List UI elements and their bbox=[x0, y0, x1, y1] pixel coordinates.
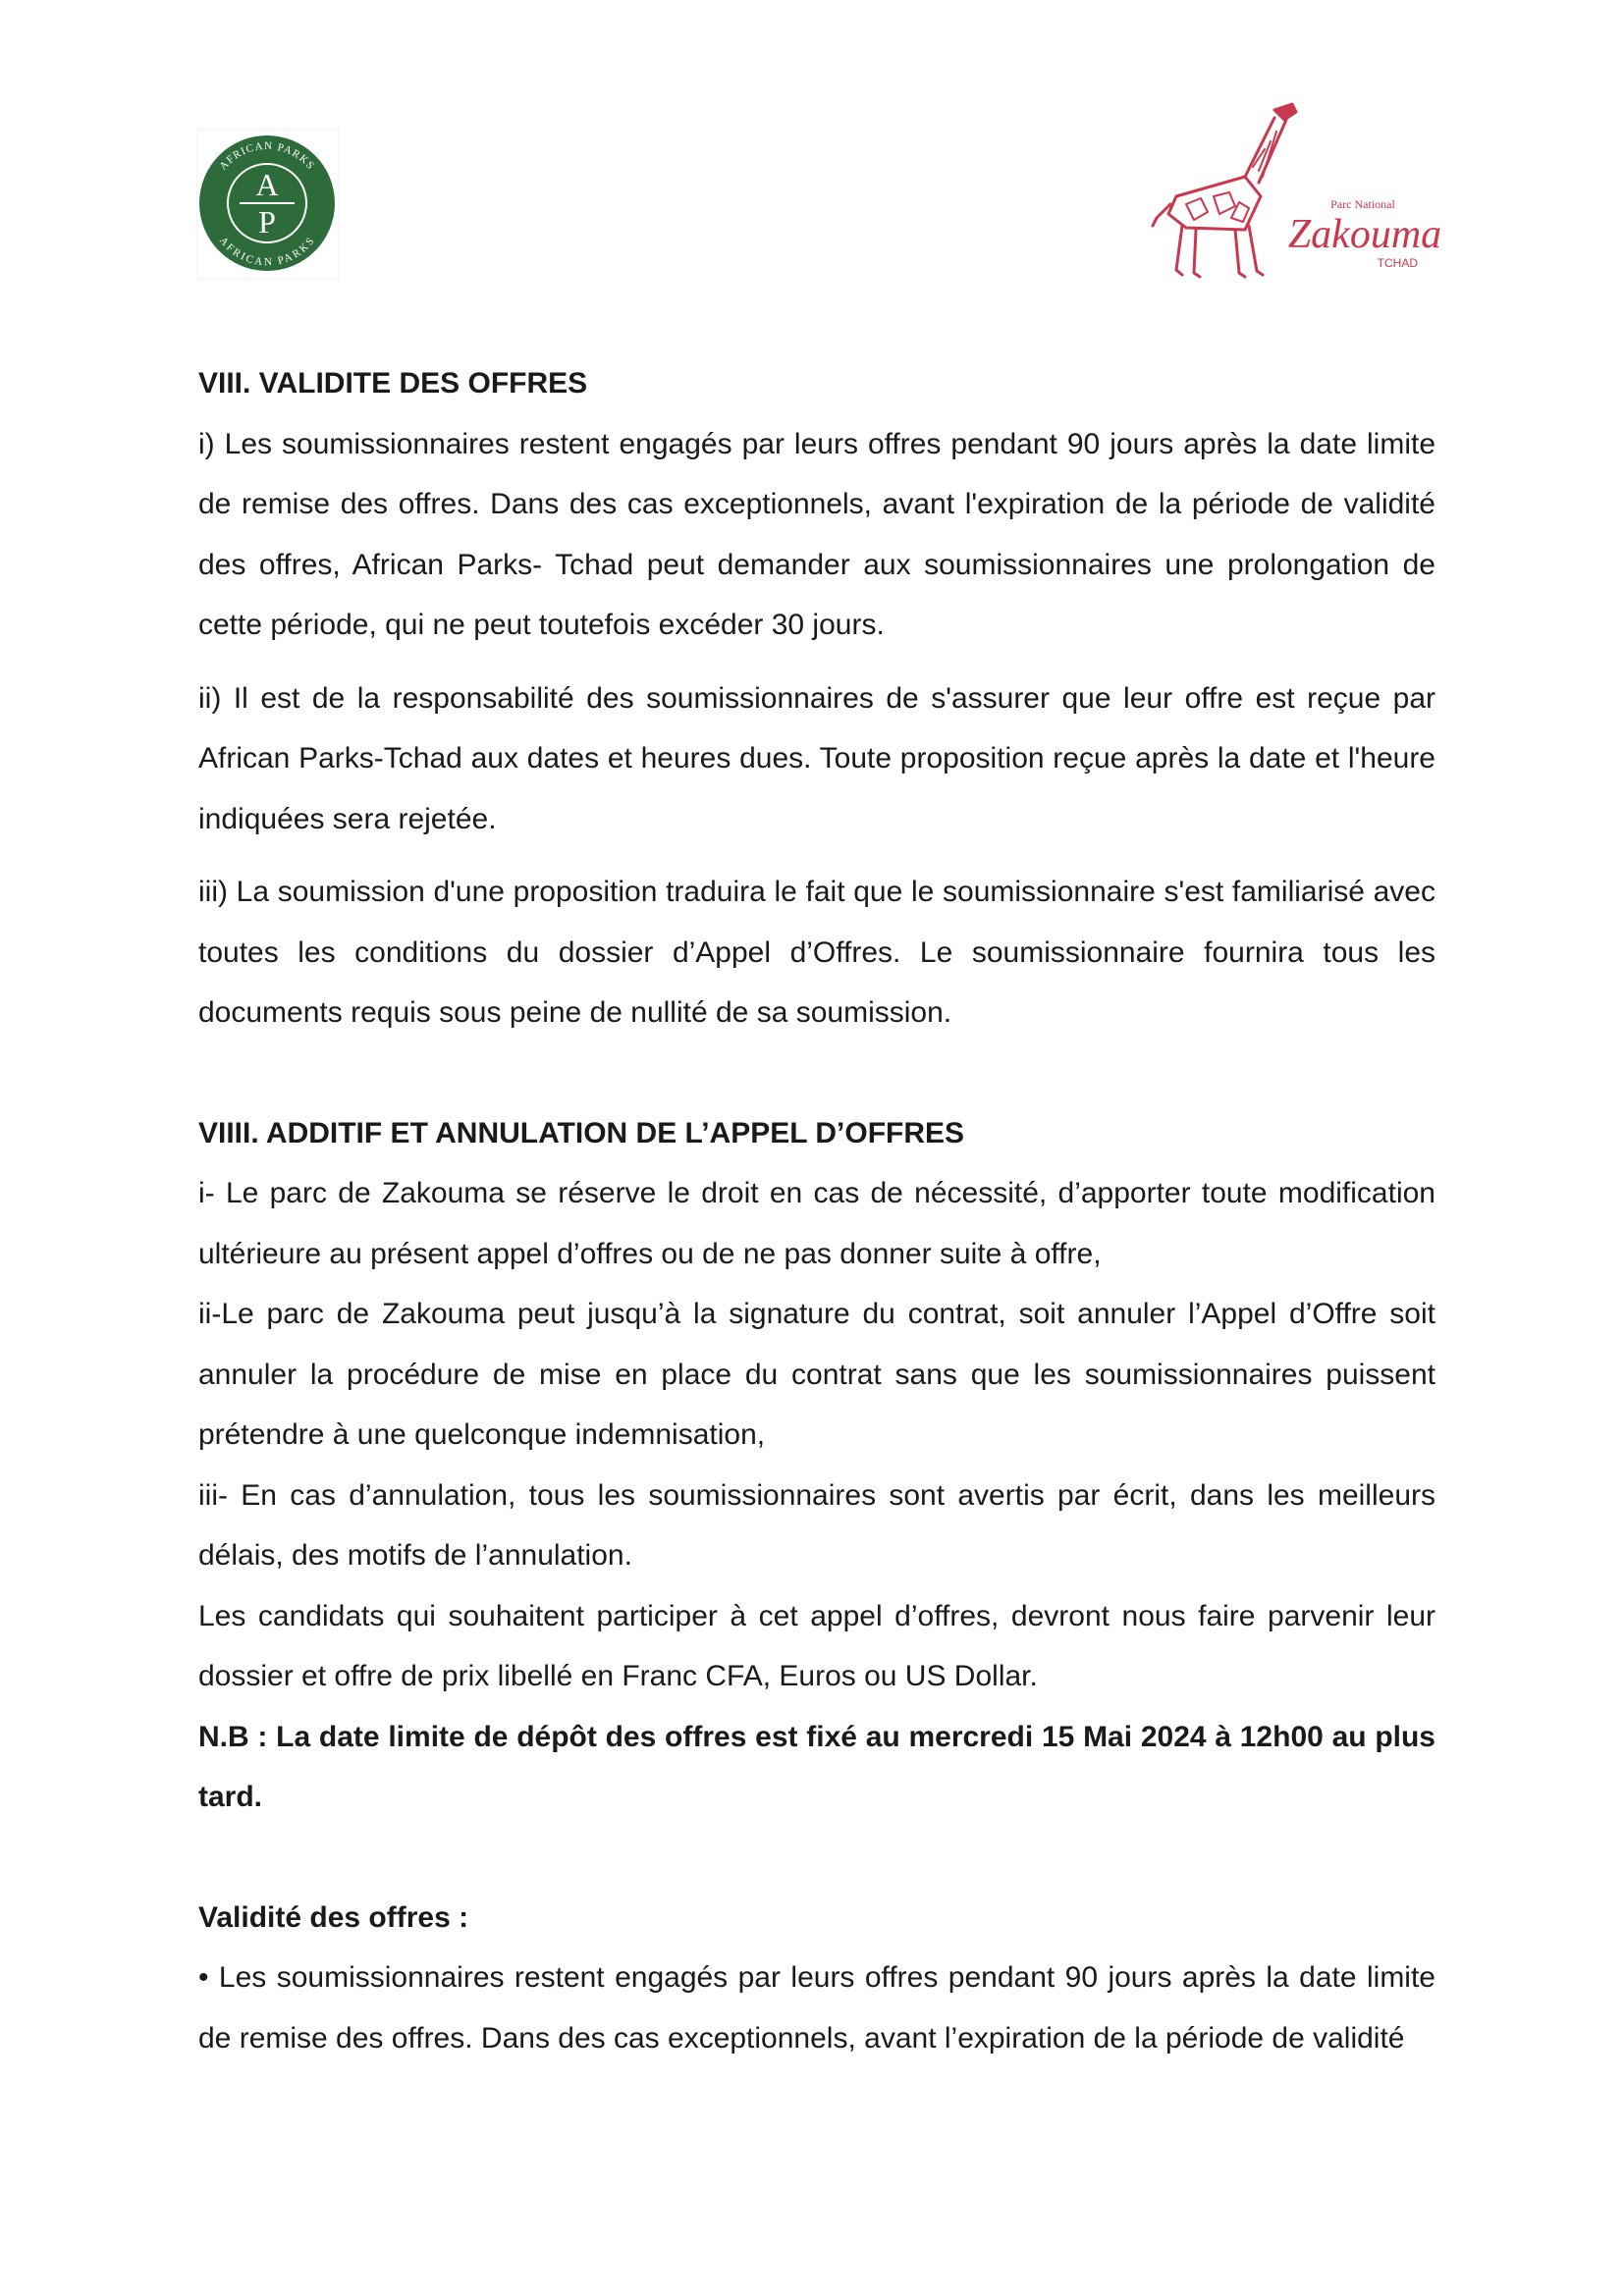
section-8-title: VIII. VALIDITE DES OFFRES bbox=[198, 367, 588, 400]
logo-initial-a: A bbox=[255, 167, 279, 202]
section-8-paragraph-3: iii) La soumission d'une proposition traduira le fait que le soumissionnaire s'est familiarisé avec toutes les conditions du dossier d’Appel d’Offres. Le soumissionnaire fournira tous les documents requis sous peine de nullité de sa soumission. bbox=[198, 876, 1435, 1029]
section-9-paragraph-4: Les candidats qui souhaitent participer à cet appel d’offres, devront nous faire parvenir leur dossier et offre de prix libellé en Franc CFA, Euros ou US Dollar. bbox=[198, 1599, 1435, 1692]
zakouma-subtitle: Parc National bbox=[1330, 197, 1395, 211]
logo-ring-text-top: AFRICAN PARKS bbox=[217, 139, 317, 173]
deadline-note: N.B : La date limite de dépôt des offres est fixé au mercredi 15 Mai 2024 à 12h00 au plus tard. bbox=[198, 1720, 1435, 1813]
section-8-paragraph-2: ii) Il est de la responsabilité des soumissionnaires de s'assurer que leur offre est reçue par African Parks-Tchad aux dates et heures dues. Toute proposition reçue après la date et l'heure indiquées sera rejetée. bbox=[198, 681, 1435, 835]
zakouma-country: TCHAD bbox=[1377, 256, 1418, 270]
section-9-title: VIIII. ADDITIF ET ANNULATION DE L’APPEL D’OFFRES bbox=[198, 1116, 965, 1149]
zakouma-name: Zakouma bbox=[1287, 212, 1441, 257]
document-body bbox=[198, 353, 1435, 2068]
african-parks-logo bbox=[196, 129, 339, 280]
zakouma-logo bbox=[1147, 98, 1441, 285]
section-9-paragraph-3: iii- En cas d’annulation, tous les soumissionnaires sont avertis par écrit, dans les meilleurs délais, des motifs de l’annulation. bbox=[198, 1478, 1435, 1572]
logo-initial-p: P bbox=[258, 204, 276, 240]
section-9-paragraph-1: i- Le parc de Zakouma se réserve le droit en cas de nécessité, d’apporter toute modification ultérieure au présent appel d’offres ou de ne pas donner suite à offre, bbox=[198, 1177, 1435, 1270]
giraffe-icon bbox=[1153, 104, 1296, 277]
section-9-paragraph-2: ii-Le parc de Zakouma peut jusqu’à la signature du contrat, soit annuler l’Appel d’Offre soit annuler la procédure de mise en place du contrat sans que les soumissionnaires puissent prétendre à une quelconque indemnisation, bbox=[198, 1298, 1435, 1451]
section-8-paragraph-1: i) Les soumissionnaires restent engagés par leurs offres pendant 90 jours après la date limite de remise des offres. Dans des cas exceptionnels, avant l'expiration de la période de validité des offres, African Parks- Tchad peut demander aux soumissionnaires une prolongation de cette période, qui ne peut toutefois excéder 30 jours. bbox=[198, 427, 1435, 641]
validity-paragraph-1: • Les soumissionnaires restent engagés par leurs offres pendant 90 jours après la date limite de remise des offres. Dans des cas exceptionnels, avant l’expiration de la période de validité bbox=[198, 1961, 1435, 2055]
logo-ring-text-bottom: AFRICAN PARKS bbox=[216, 235, 318, 269]
validity-title: Validité des offres : bbox=[198, 1900, 469, 1934]
